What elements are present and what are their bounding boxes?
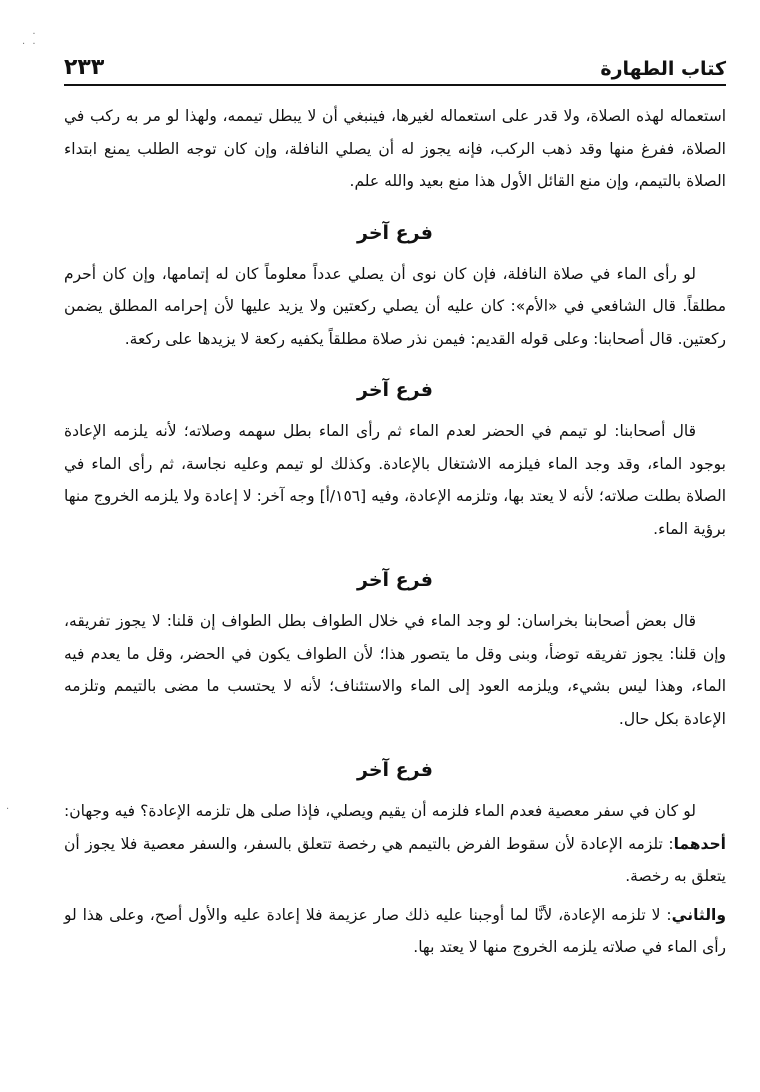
paragraph-2: لو رأى الماء في صلاة النافلة، فإن كان نوى أن يصلي عدداً معلوماً كان له إتمامها، وإن كان أحرم مطلقاً. قال الشافعي في «الأم»: كان عليه أن يصلي ركعتين ولا يزيد عليها لأن إحرامه المطلق يضمن ركعتين. قال أصحابنا: وعلى قوله القديم: فيمن نذر صلاة مطلقاً يكفيه ركعة لا يزيدها على ركعة. [64,264,726,348]
book-page [64,42,726,964]
section-heading-4: فرع آخر [357,759,433,781]
keyword-second: والثاني [671,905,726,924]
paragraph-6-text: : لا تلزمه الإعادة، لأنَّا لما أوجبنا عليه ذلك صار عزيمة فلا إعادة عليه والأول أصح، وعلى هذا لو رأى الماء في صلاته يلزمه الخروج منها لا يعتد بها. [64,905,726,956]
section-heading-3: فرع آخر [357,569,433,591]
running-title: كتاب الطهارة [600,58,726,80]
paragraph-3: قال أصحابنا: لو تيمم في الحضر لعدم الماء ثم رأى الماء بطل سهمه وصلاته؛ لأنه يلزمه الإعادة بوجود الماء، وقد وجد الماء فيلزمه الاشتغال بالإعادة. وكذلك لو تيمم وعليه نجاسة، ثم رأى الماء في الصلاة بطلت صلاته؛ لأنه لا يعتد بها، وتلزمه الإعادة، وفيه [١٥٦/أ] وجه آخر: لا إعادة ولا يلزمه الخروج منها برؤية الماء. [64,422,726,538]
paragraph-6 [64,899,726,964]
scan-margin-dot: · [6,804,12,815]
paragraph-5 [64,795,726,893]
paragraph-4: قال بعض أصحابنا بخراسان: لو وجد الماء في خلال الطواف بطل الطواف إن قلنا: لا يجوز تفريقه، وإن قلنا: يجوز تفريقه توضأ، وبنى وقل ما يتصور هذا؛ لأن الطواف يكون في الحضر، وقل ما يعدم فيه الماء، وهذا ليس بشيء، ويلزمه العود إلى الماء والاستئناف؛ لأنه لا يحتسب ما مضى بالتيمم وتلزمه الإعادة بكل حال. [64,612,726,728]
paragraph-5-text-a: لو كان في سفر معصية فعدم الماء فلزمه أن يقيم ويصلي، فإذا صلى هل تلزمه الإعادة؟ فيه وجهان: [64,802,696,820]
section-heading-1: فرع آخر [357,221,433,244]
paragraph-1: استعماله لهذه الصلاة، ولا قدر على استعماله لغيرها، فينبغي أن لا يبطل تيممه، ولهذا لو مر به ركب في الصلاة، ففرغ منها وقد ذهب الركب، فإنه يجوز له أن يصلي النافلة، وإن كان توجه الطلب يمنع ابتداء الصلاة بالتيمم، وإن منع القائل الأول هذا منع بعيد والله علم. [64,107,726,190]
keyword-first: أحدهما [673,834,726,853]
paragraph-5-text-b: : تلزمه الإعادة لأن سقوط الفرض بالتيمم هي رخصة تتعلق بالسفر، والسفر معصية فلا يجوز أن يتعلق به رخصة. [64,834,726,885]
page-number: ٢٣٣ [64,55,105,80]
section-heading-2: فرع آخر [357,379,433,401]
page-header [64,42,726,86]
page-body [64,100,726,964]
scan-margin-dots: · · · [22,29,38,50]
